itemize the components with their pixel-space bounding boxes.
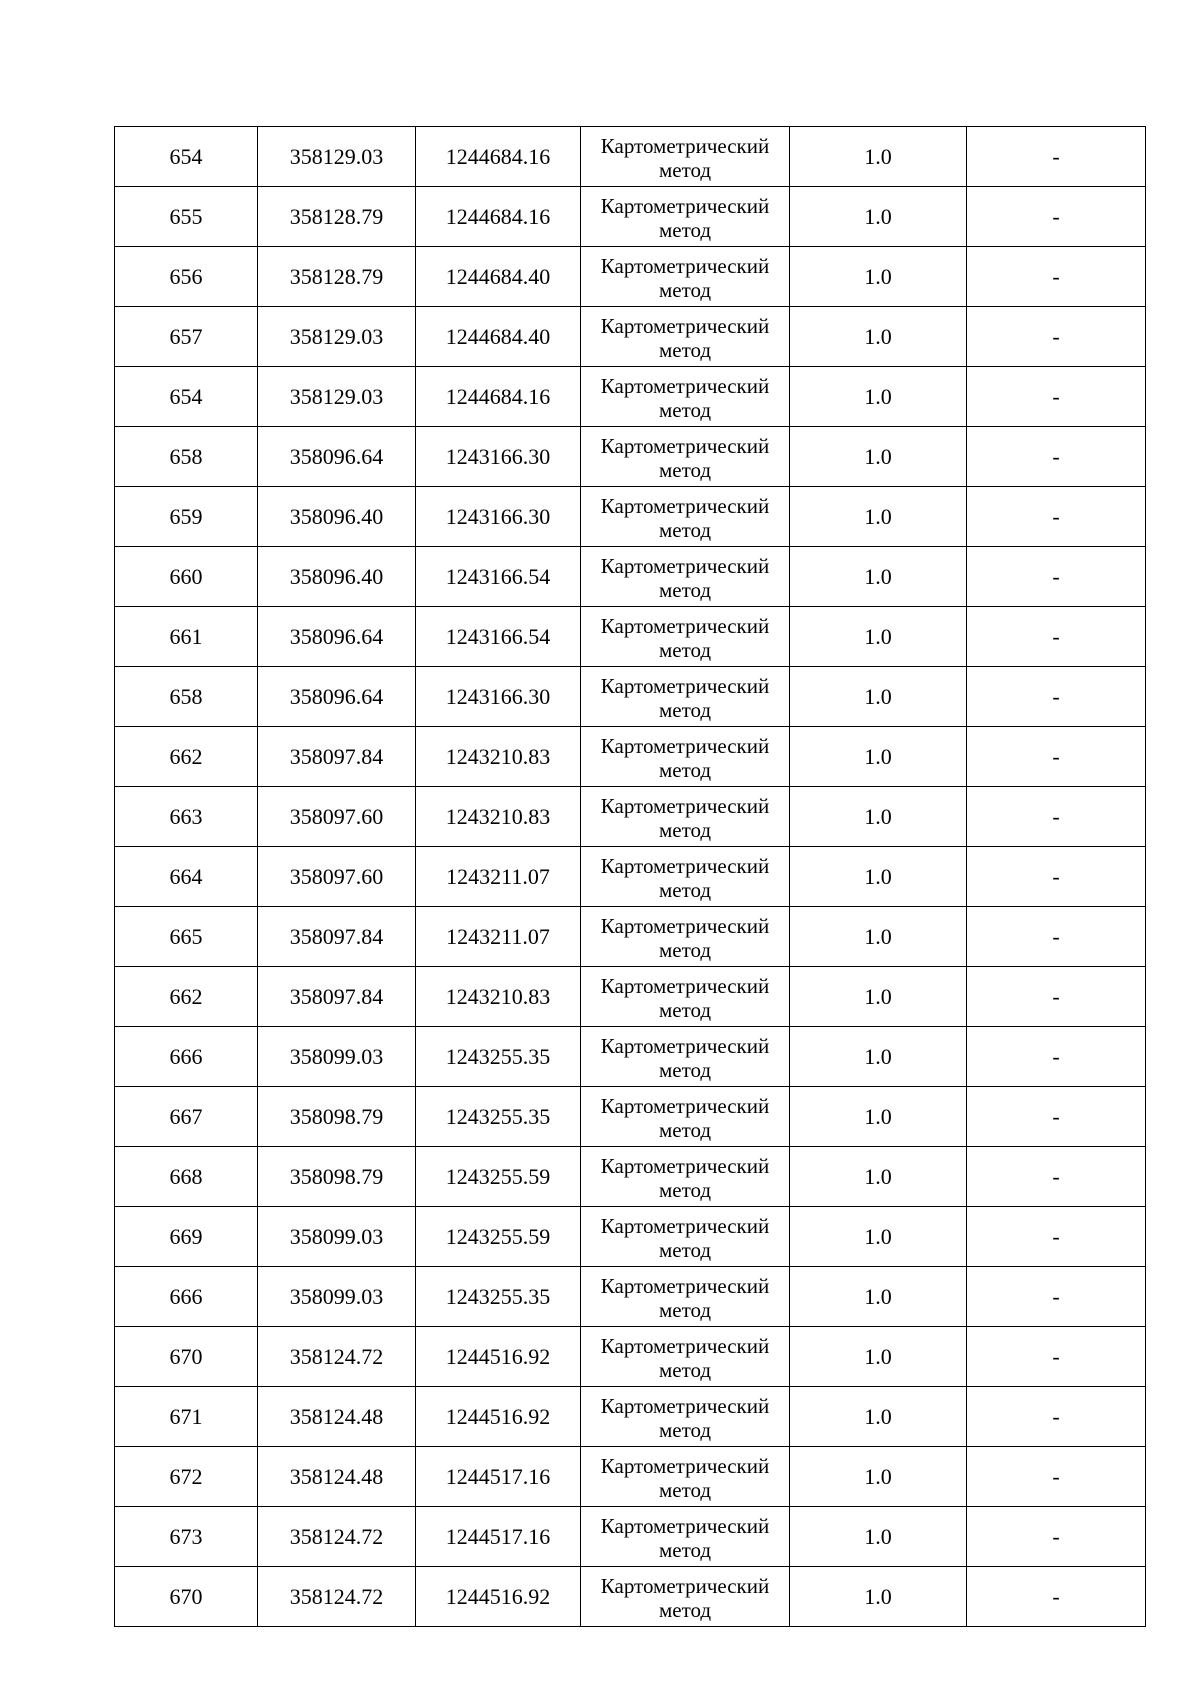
x-coordinate-cell: 358124.72 — [258, 1507, 416, 1567]
point-number-cell: 662 — [115, 727, 258, 787]
method-line-1: Картометрический — [600, 553, 770, 578]
method-line-1: Картометрический — [600, 1333, 770, 1358]
table-row — [115, 247, 1146, 307]
table-row — [115, 1147, 1146, 1207]
y-coordinate-cell: 1244684.40 — [416, 307, 581, 367]
point-number-cell: 655 — [115, 187, 258, 247]
method-line-2: метод — [658, 217, 712, 242]
accuracy-cell: 1.0 — [790, 427, 967, 487]
point-number-cell: 656 — [115, 247, 258, 307]
note-cell: - — [967, 1087, 1146, 1147]
table-row — [115, 127, 1146, 187]
table-row — [115, 1207, 1146, 1267]
coordinates-table-body — [115, 127, 1146, 1627]
accuracy-cell: 1.0 — [790, 1147, 967, 1207]
note-cell: - — [967, 1327, 1146, 1387]
method-line-1: Картометрический — [600, 613, 770, 638]
method-line-2: метод — [658, 757, 712, 782]
method-cell — [581, 607, 790, 667]
method-line-1: Картометрический — [600, 853, 770, 878]
x-coordinate-cell: 358128.79 — [258, 187, 416, 247]
table-row — [115, 847, 1146, 907]
note-cell: - — [967, 1447, 1146, 1507]
point-number-cell: 659 — [115, 487, 258, 547]
note-cell: - — [967, 907, 1146, 967]
note-cell: - — [967, 1567, 1146, 1627]
accuracy-cell: 1.0 — [790, 1087, 967, 1147]
method-cell — [581, 367, 790, 427]
point-number-cell: 661 — [115, 607, 258, 667]
note-cell: - — [967, 187, 1146, 247]
method-line-1: Картометрический — [600, 1393, 770, 1418]
table-row — [115, 1567, 1146, 1627]
method-cell — [581, 1267, 790, 1327]
table-row — [115, 1327, 1146, 1387]
x-coordinate-cell: 358098.79 — [258, 1147, 416, 1207]
y-coordinate-cell: 1243255.35 — [416, 1267, 581, 1327]
table-row — [115, 787, 1146, 847]
point-number-cell: 670 — [115, 1327, 258, 1387]
note-cell: - — [967, 727, 1146, 787]
method-line-1: Картометрический — [600, 1453, 770, 1478]
method-line-2: метод — [658, 577, 712, 602]
x-coordinate-cell: 358096.40 — [258, 487, 416, 547]
note-cell: - — [967, 427, 1146, 487]
x-coordinate-cell: 358099.03 — [258, 1207, 416, 1267]
x-coordinate-cell: 358129.03 — [258, 127, 416, 187]
method-line-2: метод — [658, 157, 712, 182]
method-line-2: метод — [658, 637, 712, 662]
table-row — [115, 187, 1146, 247]
point-number-cell: 666 — [115, 1027, 258, 1087]
y-coordinate-cell: 1243211.07 — [416, 847, 581, 907]
accuracy-cell: 1.0 — [790, 1207, 967, 1267]
note-cell: - — [967, 547, 1146, 607]
x-coordinate-cell: 358097.84 — [258, 727, 416, 787]
accuracy-cell: 1.0 — [790, 727, 967, 787]
x-coordinate-cell: 358124.72 — [258, 1567, 416, 1627]
note-cell: - — [967, 127, 1146, 187]
accuracy-cell: 1.0 — [790, 1387, 967, 1447]
x-coordinate-cell: 358096.64 — [258, 427, 416, 487]
y-coordinate-cell: 1243255.59 — [416, 1147, 581, 1207]
method-line-1: Картометрический — [600, 133, 770, 158]
point-number-cell: 660 — [115, 547, 258, 607]
point-number-cell: 669 — [115, 1207, 258, 1267]
accuracy-cell: 1.0 — [790, 307, 967, 367]
method-line-2: метод — [658, 877, 712, 902]
y-coordinate-cell: 1243166.30 — [416, 427, 581, 487]
note-cell: - — [967, 487, 1146, 547]
note-cell: - — [967, 1147, 1146, 1207]
y-coordinate-cell: 1243166.54 — [416, 607, 581, 667]
accuracy-cell: 1.0 — [790, 1027, 967, 1087]
method-cell — [581, 1507, 790, 1567]
table-row — [115, 967, 1146, 1027]
note-cell: - — [967, 847, 1146, 907]
x-coordinate-cell: 358097.60 — [258, 847, 416, 907]
x-coordinate-cell: 358129.03 — [258, 307, 416, 367]
y-coordinate-cell: 1243255.35 — [416, 1027, 581, 1087]
point-number-cell: 658 — [115, 667, 258, 727]
table-row — [115, 727, 1146, 787]
method-cell — [581, 1447, 790, 1507]
method-cell — [581, 307, 790, 367]
accuracy-cell: 1.0 — [790, 547, 967, 607]
y-coordinate-cell: 1243210.83 — [416, 967, 581, 1027]
y-coordinate-cell: 1244516.92 — [416, 1387, 581, 1447]
method-line-1: Картометрический — [600, 373, 770, 398]
note-cell: - — [967, 1207, 1146, 1267]
x-coordinate-cell: 358128.79 — [258, 247, 416, 307]
table-row — [115, 487, 1146, 547]
table-row — [115, 1507, 1146, 1567]
method-cell — [581, 487, 790, 547]
note-cell: - — [967, 1027, 1146, 1087]
method-line-2: метод — [658, 1477, 712, 1502]
point-number-cell: 665 — [115, 907, 258, 967]
method-cell — [581, 1207, 790, 1267]
method-line-1: Картометрический — [600, 313, 770, 338]
method-line-1: Картометрический — [600, 1093, 770, 1118]
x-coordinate-cell: 358096.40 — [258, 547, 416, 607]
table-row — [115, 907, 1146, 967]
x-coordinate-cell: 358129.03 — [258, 367, 416, 427]
method-line-1: Картометрический — [600, 433, 770, 458]
method-cell — [581, 1147, 790, 1207]
accuracy-cell: 1.0 — [790, 667, 967, 727]
y-coordinate-cell: 1243166.30 — [416, 667, 581, 727]
method-line-2: метод — [658, 1537, 712, 1562]
method-cell — [581, 1087, 790, 1147]
method-line-1: Картометрический — [600, 733, 770, 758]
y-coordinate-cell: 1244516.92 — [416, 1327, 581, 1387]
method-cell — [581, 1387, 790, 1447]
method-cell — [581, 1327, 790, 1387]
note-cell: - — [967, 1507, 1146, 1567]
y-coordinate-cell: 1244684.16 — [416, 187, 581, 247]
method-cell — [581, 1027, 790, 1087]
accuracy-cell: 1.0 — [790, 367, 967, 427]
method-line-2: метод — [658, 997, 712, 1022]
accuracy-cell: 1.0 — [790, 187, 967, 247]
y-coordinate-cell: 1244684.16 — [416, 127, 581, 187]
method-line-1: Картометрический — [600, 913, 770, 938]
point-number-cell: 668 — [115, 1147, 258, 1207]
method-line-2: метод — [658, 397, 712, 422]
method-line-1: Картометрический — [600, 1273, 770, 1298]
table-row — [115, 667, 1146, 727]
note-cell: - — [967, 367, 1146, 427]
method-cell — [581, 967, 790, 1027]
point-number-cell: 673 — [115, 1507, 258, 1567]
point-number-cell: 657 — [115, 307, 258, 367]
note-cell: - — [967, 247, 1146, 307]
method-line-2: метод — [658, 1057, 712, 1082]
method-line-2: метод — [658, 1237, 712, 1262]
method-cell — [581, 427, 790, 487]
accuracy-cell: 1.0 — [790, 487, 967, 547]
method-cell — [581, 187, 790, 247]
method-line-2: метод — [658, 937, 712, 962]
y-coordinate-cell: 1244684.16 — [416, 367, 581, 427]
method-line-2: метод — [658, 1177, 712, 1202]
table-row — [115, 1387, 1146, 1447]
method-line-2: метод — [658, 1117, 712, 1142]
note-cell: - — [967, 1387, 1146, 1447]
method-line-2: метод — [658, 517, 712, 542]
method-line-1: Картометрический — [600, 193, 770, 218]
method-line-1: Картометрический — [600, 1033, 770, 1058]
table-row — [115, 1447, 1146, 1507]
point-number-cell: 671 — [115, 1387, 258, 1447]
method-line-1: Картометрический — [600, 673, 770, 698]
method-cell — [581, 787, 790, 847]
x-coordinate-cell: 358097.84 — [258, 907, 416, 967]
point-number-cell: 654 — [115, 367, 258, 427]
table-row — [115, 607, 1146, 667]
x-coordinate-cell: 358098.79 — [258, 1087, 416, 1147]
y-coordinate-cell: 1244517.16 — [416, 1507, 581, 1567]
y-coordinate-cell: 1243211.07 — [416, 907, 581, 967]
accuracy-cell: 1.0 — [790, 247, 967, 307]
accuracy-cell: 1.0 — [790, 967, 967, 1027]
table-row — [115, 547, 1146, 607]
point-number-cell: 672 — [115, 1447, 258, 1507]
table-row — [115, 307, 1146, 367]
table-row — [115, 367, 1146, 427]
x-coordinate-cell: 358099.03 — [258, 1027, 416, 1087]
point-number-cell: 664 — [115, 847, 258, 907]
method-cell — [581, 247, 790, 307]
note-cell: - — [967, 1267, 1146, 1327]
method-line-2: метод — [658, 1597, 712, 1622]
method-line-2: метод — [658, 1297, 712, 1322]
x-coordinate-cell: 358099.03 — [258, 1267, 416, 1327]
x-coordinate-cell: 358124.48 — [258, 1447, 416, 1507]
accuracy-cell: 1.0 — [790, 607, 967, 667]
coordinates-table — [114, 126, 1146, 1627]
method-line-2: метод — [658, 277, 712, 302]
y-coordinate-cell: 1243166.54 — [416, 547, 581, 607]
table-row — [115, 1027, 1146, 1087]
note-cell: - — [967, 787, 1146, 847]
note-cell: - — [967, 667, 1146, 727]
accuracy-cell: 1.0 — [790, 907, 967, 967]
method-line-2: метод — [658, 817, 712, 842]
method-line-1: Картометрический — [600, 793, 770, 818]
accuracy-cell: 1.0 — [790, 1267, 967, 1327]
accuracy-cell: 1.0 — [790, 1447, 967, 1507]
x-coordinate-cell: 358096.64 — [258, 667, 416, 727]
x-coordinate-cell: 358096.64 — [258, 607, 416, 667]
y-coordinate-cell: 1244684.40 — [416, 247, 581, 307]
y-coordinate-cell: 1243210.83 — [416, 727, 581, 787]
method-line-2: метод — [658, 457, 712, 482]
point-number-cell: 663 — [115, 787, 258, 847]
point-number-cell: 658 — [115, 427, 258, 487]
point-number-cell: 662 — [115, 967, 258, 1027]
method-cell — [581, 1567, 790, 1627]
accuracy-cell: 1.0 — [790, 1327, 967, 1387]
table-row — [115, 1087, 1146, 1147]
method-line-1: Картометрический — [600, 253, 770, 278]
y-coordinate-cell: 1243255.35 — [416, 1087, 581, 1147]
y-coordinate-cell: 1244517.16 — [416, 1447, 581, 1507]
accuracy-cell: 1.0 — [790, 1507, 967, 1567]
x-coordinate-cell: 358097.84 — [258, 967, 416, 1027]
accuracy-cell: 1.0 — [790, 1567, 967, 1627]
point-number-cell: 667 — [115, 1087, 258, 1147]
method-line-1: Картометрический — [600, 1573, 770, 1598]
method-line-2: метод — [658, 697, 712, 722]
method-line-2: метод — [658, 1357, 712, 1382]
method-line-2: метод — [658, 1417, 712, 1442]
method-line-1: Картометрический — [600, 1213, 770, 1238]
point-number-cell: 666 — [115, 1267, 258, 1327]
x-coordinate-cell: 358124.48 — [258, 1387, 416, 1447]
method-cell — [581, 547, 790, 607]
method-cell — [581, 667, 790, 727]
method-cell — [581, 727, 790, 787]
method-line-1: Картометрический — [600, 1513, 770, 1538]
method-line-1: Картометрический — [600, 493, 770, 518]
method-line-1: Картометрический — [600, 973, 770, 998]
note-cell: - — [967, 607, 1146, 667]
method-line-2: метод — [658, 337, 712, 362]
method-line-1: Картометрический — [600, 1153, 770, 1178]
y-coordinate-cell: 1243166.30 — [416, 487, 581, 547]
y-coordinate-cell: 1243255.59 — [416, 1207, 581, 1267]
y-coordinate-cell: 1244516.92 — [416, 1567, 581, 1627]
y-coordinate-cell: 1243210.83 — [416, 787, 581, 847]
accuracy-cell: 1.0 — [790, 847, 967, 907]
x-coordinate-cell: 358097.60 — [258, 787, 416, 847]
method-cell — [581, 907, 790, 967]
method-cell — [581, 127, 790, 187]
note-cell: - — [967, 967, 1146, 1027]
method-cell — [581, 847, 790, 907]
table-row — [115, 1267, 1146, 1327]
table-row — [115, 427, 1146, 487]
point-number-cell: 654 — [115, 127, 258, 187]
point-number-cell: 670 — [115, 1567, 258, 1627]
accuracy-cell: 1.0 — [790, 787, 967, 847]
note-cell: - — [967, 307, 1146, 367]
x-coordinate-cell: 358124.72 — [258, 1327, 416, 1387]
accuracy-cell: 1.0 — [790, 127, 967, 187]
